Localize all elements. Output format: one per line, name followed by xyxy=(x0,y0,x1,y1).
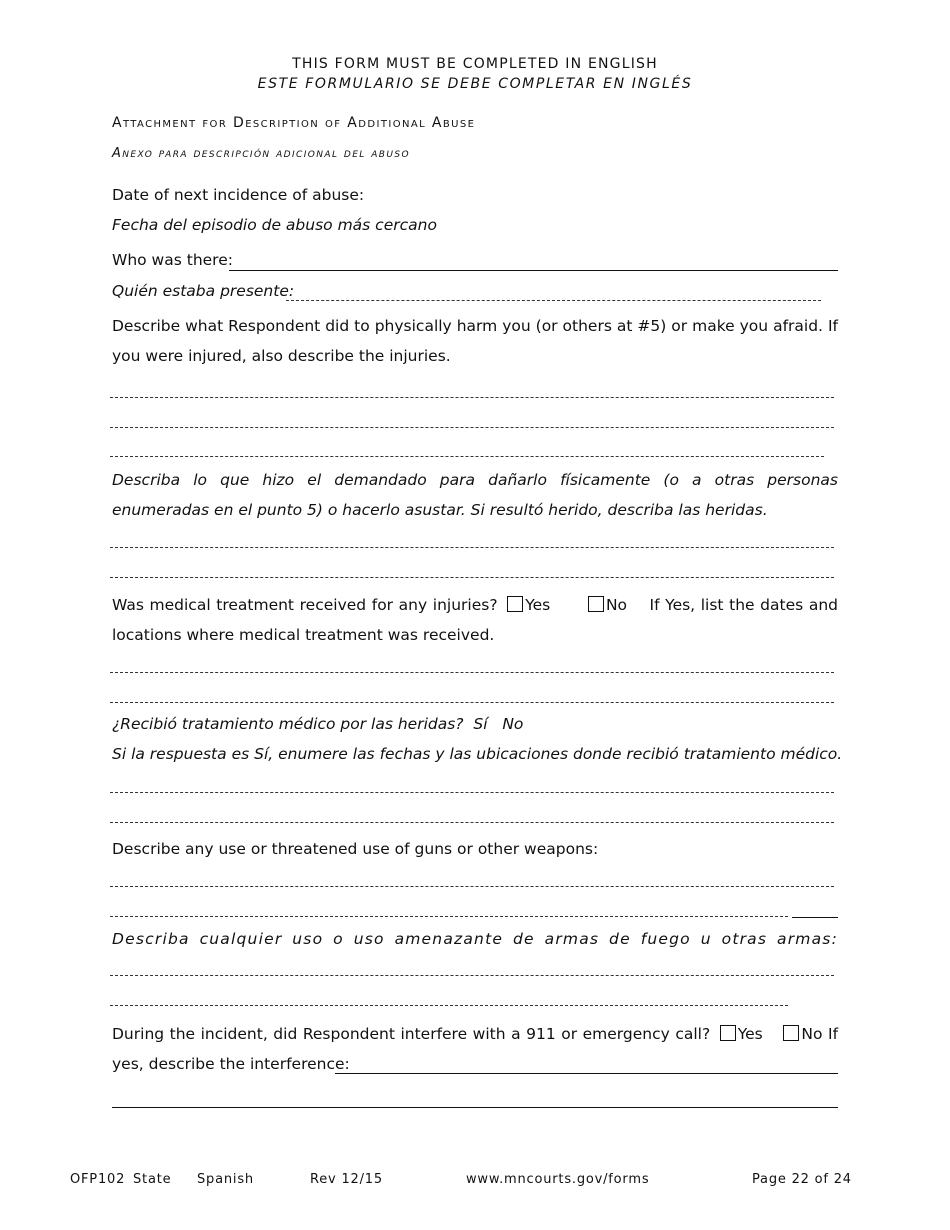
call-question-text: During the incident, did Respondent interfere with a 911 or emergency call? xyxy=(112,1025,711,1043)
medical-es-line-1[interactable] xyxy=(110,792,834,793)
medical-question-en xyxy=(112,590,838,650)
footer-page-number: Page 22 of 24 xyxy=(752,1172,852,1187)
describe-harm-line-2[interactable] xyxy=(110,427,834,428)
call-describe-label: If yes, describe the interference: xyxy=(112,1025,839,1073)
section-title-spanish xyxy=(112,142,410,161)
who-input[interactable] xyxy=(229,254,838,271)
medical-question-es xyxy=(112,714,523,734)
call-yes-checkbox[interactable] xyxy=(720,1025,736,1041)
weapons-line-2-end[interactable] xyxy=(792,917,838,918)
medical-question-text: Was medical treatment received for any injuries? xyxy=(112,596,498,614)
call-interference-line-2[interactable] xyxy=(112,1107,838,1108)
describe-harm-es: Describa lo que hizo el demandado para dañarlo físicamente (o a otras personas enumeradas en el punto 5) o hacerlo asustar. Si resultó herido, describa las heridas. xyxy=(112,471,838,519)
section-title-english xyxy=(112,112,475,131)
weapons-label-es: Describa cualquier uso o uso amenazante de armas de fuego u otras armas: xyxy=(112,930,838,948)
who-es-line[interactable] xyxy=(286,300,821,301)
medical-es-no: No xyxy=(502,715,524,733)
describe-harm-line-3[interactable] xyxy=(110,456,824,457)
footer-url[interactable]: www.mncourts.gov/forms xyxy=(466,1172,650,1187)
describe-harm-line-1[interactable] xyxy=(110,397,834,398)
who-label-es: Quién estaba presente: xyxy=(112,282,295,300)
footer-state: State xyxy=(133,1172,172,1187)
section-title-en-text: Attachment for Description of Additional Abuse xyxy=(112,115,476,131)
medical-line-2[interactable] xyxy=(110,702,834,703)
footer-language: Spanish xyxy=(197,1172,254,1187)
medical-es-si: Sí xyxy=(473,715,488,733)
medical-es-question: ¿Recibió tratamiento médico por las heridas? xyxy=(112,715,464,733)
weapons-line-1[interactable] xyxy=(110,886,834,887)
section-title-es-text: Anexo para descripción adicional del abuso xyxy=(112,146,410,161)
call-no-label: No xyxy=(801,1025,823,1043)
date-label-es: Fecha del episodio de abuso más cercano xyxy=(112,216,437,234)
who-label-en: Who was there: xyxy=(112,251,233,269)
weapons-es-line-2[interactable] xyxy=(110,1005,788,1006)
medical-list-es: Si la respuesta es Sí, enumere las fechas y las ubicaciones donde recibió tratamiento médico. xyxy=(112,745,843,763)
header-spanish-notice: ESTE FORMULARIO SE DEBE COMPLETAR EN INGLÉS xyxy=(257,76,693,92)
medical-no-checkbox[interactable] xyxy=(588,596,604,612)
call-yes-label: Yes xyxy=(737,1025,763,1043)
medical-line-1[interactable] xyxy=(110,672,834,673)
footer-form-id: OFP102 xyxy=(70,1172,126,1187)
weapons-label-en: Describe any use or threatened use of guns or other weapons: xyxy=(112,840,599,858)
medical-yes-checkbox[interactable] xyxy=(507,596,523,612)
medical-list-instruction: If Yes, list the dates and locations where medical treatment was received. xyxy=(112,596,838,644)
describe-harm-en: Describe what Respondent did to physically harm you (or others at #5) or make you afraid. If you were injured, also describe the injuries. xyxy=(112,317,838,365)
footer-revision: Rev 12/15 xyxy=(310,1172,383,1187)
call-interference-input[interactable] xyxy=(335,1057,838,1074)
weapons-line-2[interactable] xyxy=(110,916,788,917)
header-english-notice: THIS FORM MUST BE COMPLETED IN ENGLISH xyxy=(292,56,658,72)
describe-harm-es-line-1[interactable] xyxy=(110,547,834,548)
describe-harm-es-line-2[interactable] xyxy=(110,577,834,578)
medical-no-label: No xyxy=(605,596,628,614)
weapons-es-line-1[interactable] xyxy=(110,975,834,976)
medical-es-line-2[interactable] xyxy=(110,822,834,823)
medical-yes-label: Yes xyxy=(525,596,551,614)
date-label-en: Date of next incidence of abuse: xyxy=(112,186,365,204)
call-no-checkbox[interactable] xyxy=(783,1025,799,1041)
